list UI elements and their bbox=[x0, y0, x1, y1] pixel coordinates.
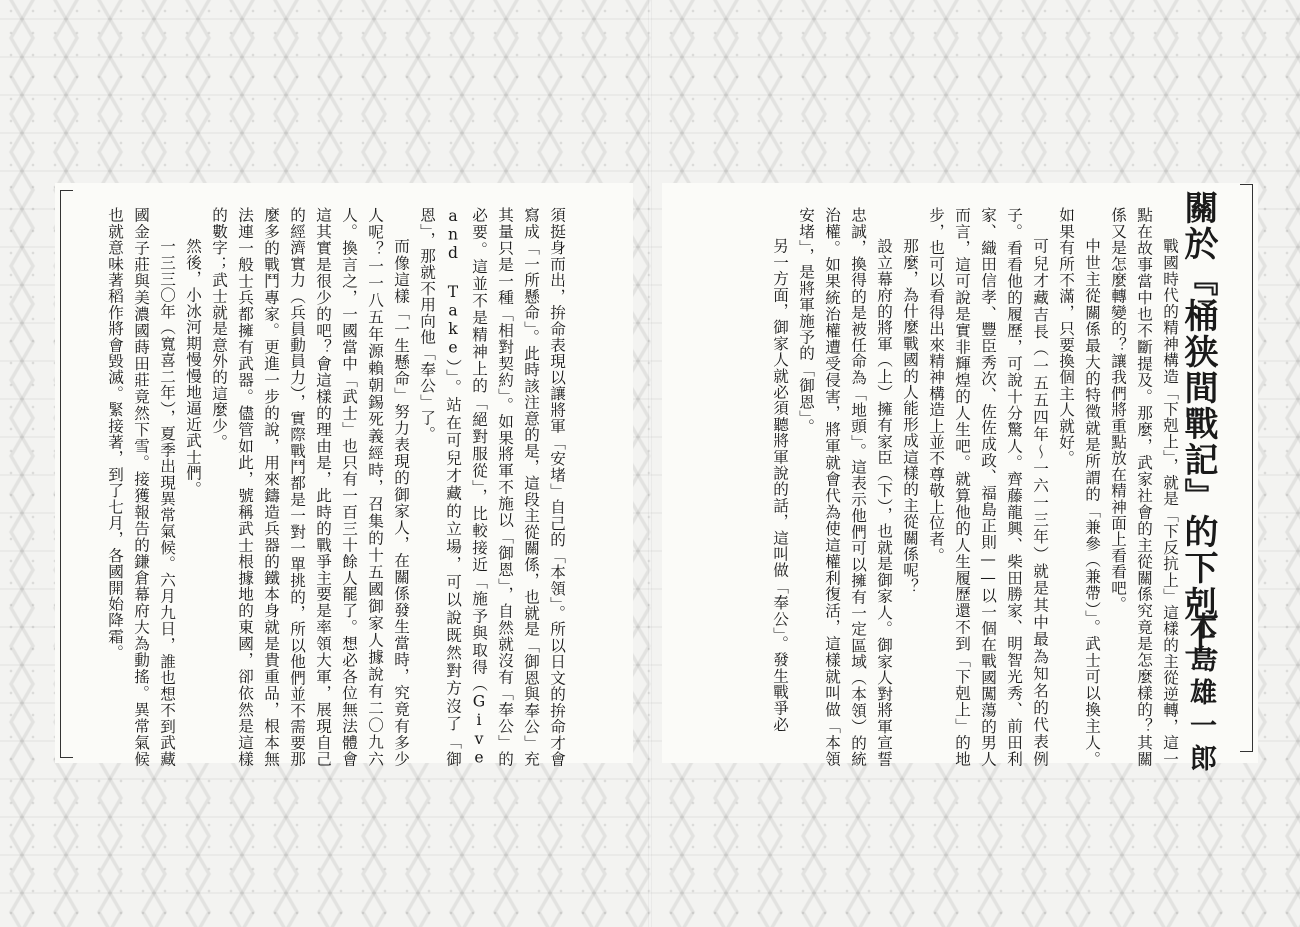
paragraph: 中世主從關係最大的特徵就是所謂的「兼參（兼帶）」。武士可以換主人。如果有所不滿，只要換個主人就好。 bbox=[1057, 207, 1101, 767]
paragraph: 另一方面，御家人就必須聽將軍說的話，這叫做「奉公」。發生戰爭必 bbox=[771, 238, 789, 733]
article-author: 木島雄一郎 bbox=[1185, 612, 1216, 777]
paragraph: 一三三〇年（寬喜二年），夏季出現異常氣候。六月九日，誰也想不到武藏國金子莊與美濃國蒔田莊竟然下雪。接獲報告的鎌倉幕府大為動搖。異常氣候也就意味著稻作將會毀滅。緊接著，到了七月，各國開始降霜。 bbox=[106, 207, 176, 767]
right-page-bracket bbox=[1240, 184, 1253, 752]
left-page-body bbox=[58, 207, 570, 767]
paragraph: 然後，小冰河期慢慢地逼近武士們。 bbox=[184, 238, 202, 498]
article-title: 關於『桶狭間戰記』的下剋上 bbox=[1178, 190, 1218, 658]
paragraph: 而像這樣「一生懸命」努力表現的御家人，在關係發生當時，究竟有多少人呢？一一八五年源賴朝錫死義經時，召集的十五國御家人據說有二〇九六人。換言之，一國當中「武士」也只有一百三十餘人罷了。想必各位無法體會這其實是很少的吧？會這樣的理由是，此時的戰爭主要是率領大軍，展現自己的經濟實力（兵員動員力），實際戰鬥都是一對一單挑的，所以他們並不需要那麼多的戰鬥專家。更進一步的說，用來鑄造兵器的鐵本身就是貴重品，根本無法連一般士兵都擁有武器。儘管如此，號稱武士根據地的東國，卻依然是這樣的數字；武士就是意外的這麼少。 bbox=[210, 207, 410, 767]
paragraph: 戰國時代的精神構造「下剋上」，就是「下反抗上」這樣的主從逆轉，這一點在故事當中也不斷提及。那麼，武家社會的主從關係究竟是怎麼樣的？其關係又是怎麼轉變的？讓我們將重點放在精神面上看看吧。 bbox=[1109, 207, 1179, 767]
paragraph: 須挺身而出，拚命表現以讓將軍「安堵」自己的「本領」。所以日文的拚命才會寫成「一所懸命」。此時該注意的是，這段主從關係，也就是「御恩與奉公」充其量只是一種「相對契約」。如果將軍不施以「御恩」，自然就沒有「奉公」的必要。這並不是精神上的「絕對服從」，比較接近「施予與取得（Give and Take）」。站在可兒才藏的立場，可以說既然對方沒了「御恩」，那就不用向他「奉公」了。 bbox=[418, 207, 566, 767]
paragraph: 可兒才藏吉長（一五五四年～一六一三年）就是其中最為知名的代表例子。看看他的履歷，可說十分驚人。齊藤龍興、柴田勝家、明智光秀、前田利家、織田信孝、豐臣秀次、佐佐成政、福島正則——以一個在戰國闖蕩的男人而言，這可說是實非輝煌的人生吧。就算他的人生履歷還不到「下剋上」的地步，也可以看得出來精神構造上並不尊敬上位者。 bbox=[927, 207, 1049, 767]
paragraph: 設立幕府的將軍（上）擁有家臣（下），也就是御家人。御家人對將軍宣誓忠誠，換得的是被任命為「地頭」。這表示他們可以擁有一定區域（本領）的統治權。如果統治權遭受侵害，將軍就會代為使這權利復活，這樣就叫做「本領安堵」，是將軍施予的「御恩」。 bbox=[797, 207, 893, 767]
paragraph: 那麼，為什麼戰國的人能形成這樣的主從關係呢？ bbox=[901, 238, 919, 595]
right-page-body bbox=[605, 207, 1183, 767]
